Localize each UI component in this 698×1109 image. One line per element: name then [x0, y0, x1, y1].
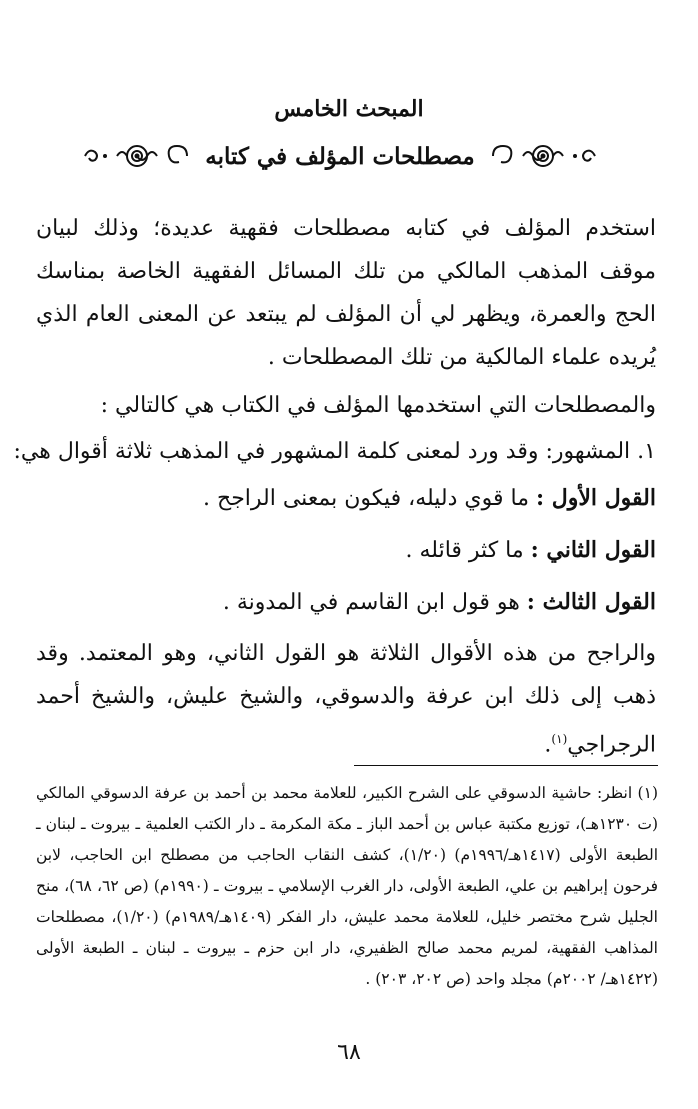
- section-heading: المبحث الخامس: [274, 96, 424, 122]
- saying-second: [36, 530, 656, 571]
- conclusion-paragraph: [36, 632, 656, 766]
- terms-intro-line: والمصطلحات التي استخدمها المؤلف في الكتاب هي كالتالي :: [100, 393, 656, 418]
- saying-label: القول الثاني :: [530, 537, 656, 563]
- term-item-mashhur: ١. المشهور: وقد ورد لمعنى كلمة المشهور في المذهب ثلاثة أقوال هي:: [13, 439, 656, 464]
- saying-label: القول الثالث :: [526, 589, 656, 615]
- saying-text: ما كثر قائله .: [405, 538, 531, 563]
- footnote-reference[interactable]: (١): [551, 732, 568, 746]
- ornament-right-icon: [483, 138, 603, 174]
- saying-text: ما قوي دليله، فيكون بمعنى الراجح .: [203, 486, 536, 511]
- saying-label: القول الأول :: [535, 485, 656, 511]
- saying-text: هو قول ابن القاسم في المدونة .: [222, 590, 527, 615]
- saying-third: [36, 582, 656, 623]
- footnote-text: (١) انظر: حاشية الدسوقي على الشرح الكبير، للعلامة محمد بن أحمد بن عرفة الدسوقي المالكي (ت ١٢٣٠هـ)، توزيع مكتبة عباس بن أحمد الباز ـ مكة المكرمة ـ دار الكتب العلمية ـ بيروت ـ لبنان ـ الطبعة الأولى (١٤١٧هـ/١٩٩٦م) (١/٢٠)، كشف النقاب الحاجب من مصطلح ابن الحاجب، لابن فرحون إبراهيم بن علي، الطبعة الأولى، دار الغرب الإسلامي ـ بيروت ـ (١٩٩٠م) (ص ٦٢، ٦٨)، منح الجليل شرح مختصر خليل، للعلامة محمد عليش، دار الفكر (١٤٠٩هـ/١٩٨٩م) (١/٢٠)، مصطلحات المذاهب الفقهية، لمريم محمد صالح الظفيري، دار ابن حزم ـ بيروت ـ لبنان ـ الطبعة الأولى (١٤٢٢هـ/ ٢٠٠٢م) مجلد واحد (ص ٢٠٢، ٢٠٣) .: [36, 784, 658, 988]
- saying-first: [36, 478, 656, 519]
- conclusion-end: .: [544, 732, 552, 758]
- conclusion-text: والراجح من هذه الأقوال الثلاثة هو القول الثاني، وهو المعتمد. وقد ذهب إلى ذلك ابن عرفة والدسوقي، والشيخ عليش، والشيخ أحمد الرجراجي: [36, 641, 656, 758]
- page-number: ٦٨: [337, 1040, 361, 1065]
- chapter-subtitle: مصطلحات المؤلف في كتابه: [205, 142, 475, 170]
- footnote-separator: [354, 765, 658, 766]
- ornament-left-icon: [77, 138, 197, 174]
- intro-paragraph: استخدم المؤلف في كتابه مصطلحات فقهية عديدة؛ وذلك لبيان موقف المذهب المالكي من تلك المسائل الفقهية الخاصة بمناسك الحج والعمرة، ويظهر لي أن المؤلف لم يبتعد عن المعنى العام الذي يُريده علماء المالكية من تلك المصطلحات .: [36, 216, 656, 370]
- subtitle-row: [120, 136, 560, 176]
